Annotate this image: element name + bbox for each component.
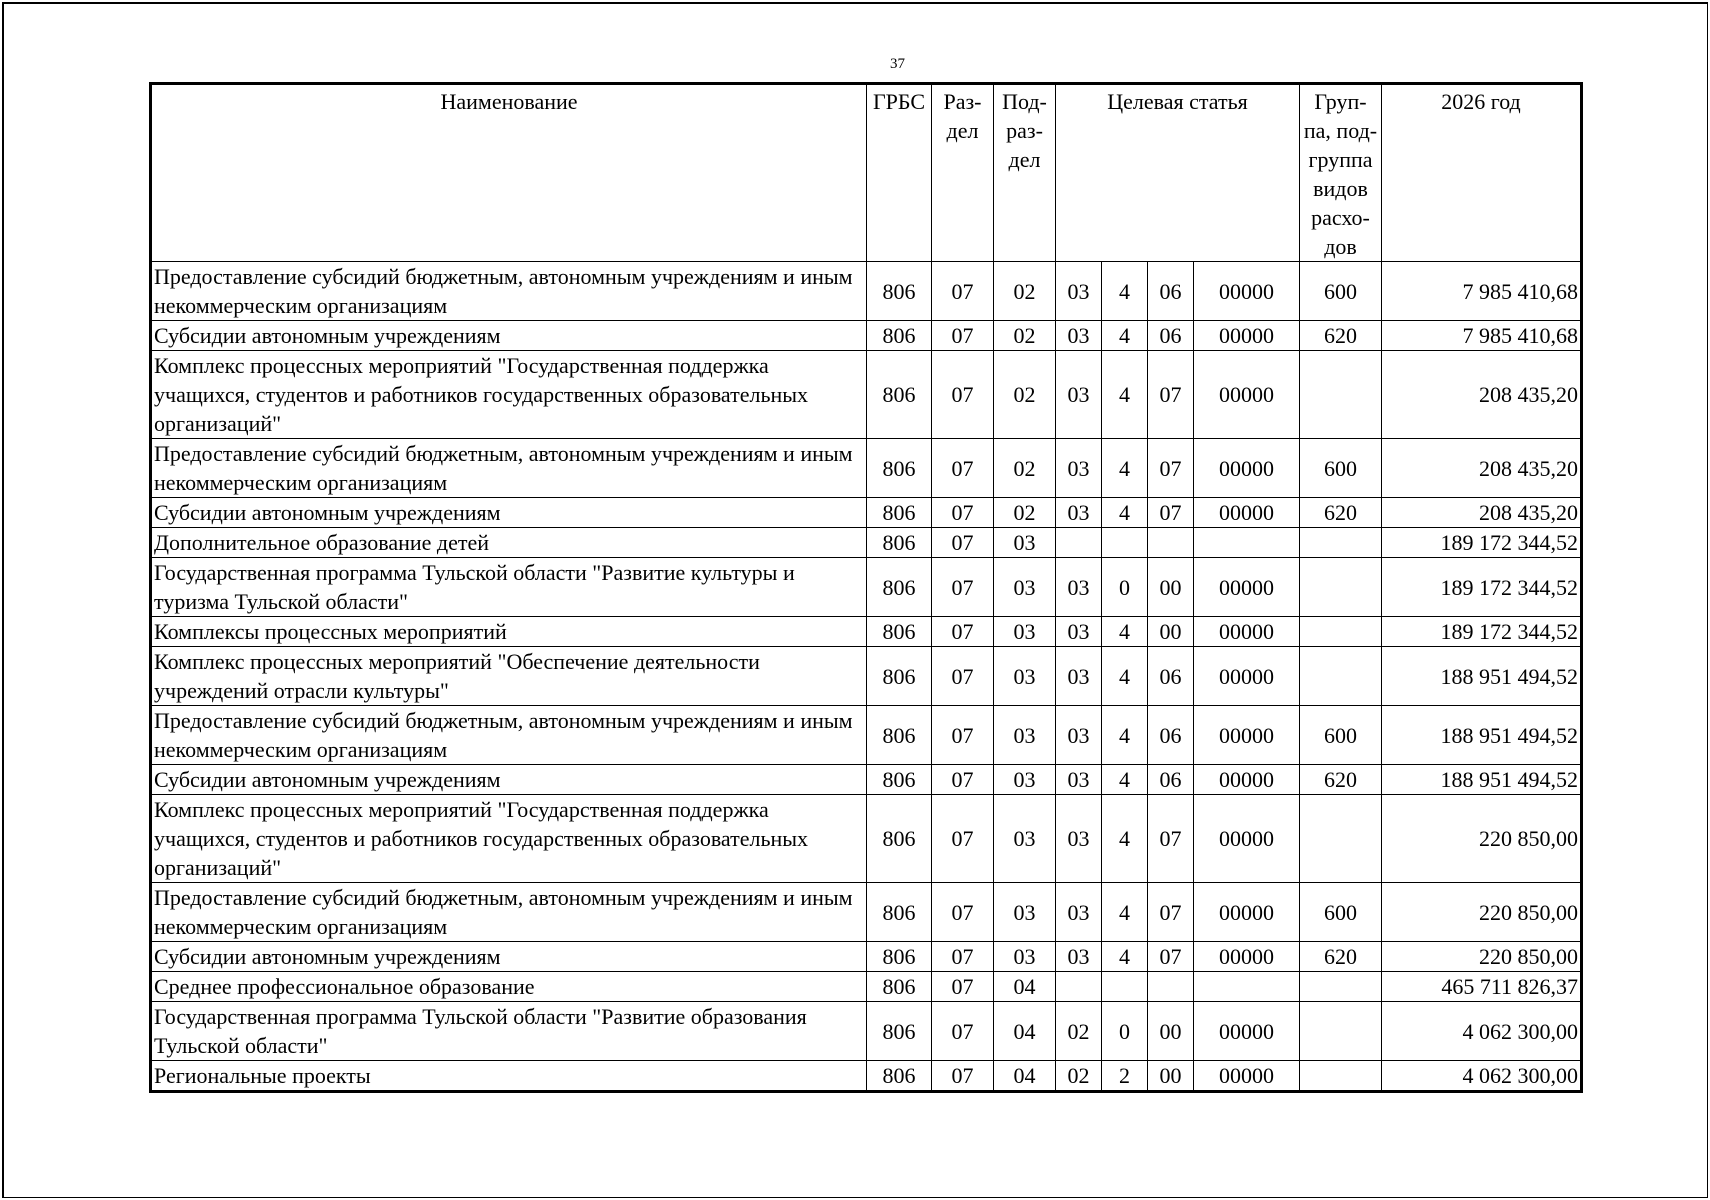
cell-podrazdel: 03	[994, 883, 1056, 942]
cell-amount: 188 951 494,52	[1382, 765, 1582, 795]
cell-expense-group	[1300, 972, 1382, 1002]
cell-expense-group	[1300, 795, 1382, 883]
cell-podrazdel: 03	[994, 706, 1056, 765]
table-row	[151, 558, 1582, 617]
table-row	[151, 617, 1582, 647]
cell-name: Предоставление субсидий бюджетным, автономным учреждениям и иным некоммерческим организациям	[151, 706, 867, 765]
cell-amount: 7 985 410,68	[1382, 262, 1582, 321]
cell-grbs: 806	[867, 706, 932, 765]
cell-grbs: 806	[867, 883, 932, 942]
cell-podrazdel: 03	[994, 528, 1056, 558]
cell-podrazdel: 03	[994, 765, 1056, 795]
cell-name: Дополнительное образование детей	[151, 528, 867, 558]
cell-target-program	[1056, 972, 1102, 1002]
table-row	[151, 942, 1582, 972]
cell-razdel: 07	[932, 262, 994, 321]
table-row	[151, 351, 1582, 439]
cell-amount: 4 062 300,00	[1382, 1002, 1582, 1061]
cell-target-direction: 00000	[1194, 617, 1300, 647]
cell-podrazdel: 02	[994, 321, 1056, 351]
cell-expense-group	[1300, 617, 1382, 647]
cell-target-type: 4	[1102, 321, 1148, 351]
cell-target-type	[1102, 972, 1148, 1002]
cell-name: Государственная программа Тульской области "Развитие культуры и туризма Тульской области"	[151, 558, 867, 617]
cell-razdel: 07	[932, 972, 994, 1002]
cell-target-structure	[1148, 528, 1194, 558]
cell-target-direction: 00000	[1194, 765, 1300, 795]
cell-podrazdel: 04	[994, 972, 1056, 1002]
table-row	[151, 1002, 1582, 1061]
cell-target-type: 4	[1102, 883, 1148, 942]
cell-target-program: 03	[1056, 765, 1102, 795]
header-name: Наименование	[151, 84, 867, 262]
header-podrazdel: Под- раз- дел	[994, 84, 1056, 262]
cell-target-structure: 07	[1148, 351, 1194, 439]
cell-target-structure: 07	[1148, 883, 1194, 942]
cell-amount: 220 850,00	[1382, 883, 1582, 942]
cell-expense-group	[1300, 1061, 1382, 1092]
cell-target-type: 4	[1102, 439, 1148, 498]
table-row	[151, 439, 1582, 498]
cell-grbs: 806	[867, 528, 932, 558]
cell-grbs: 806	[867, 942, 932, 972]
cell-expense-group: 600	[1300, 883, 1382, 942]
cell-target-structure: 07	[1148, 498, 1194, 528]
cell-target-structure: 06	[1148, 765, 1194, 795]
table-row	[151, 321, 1582, 351]
cell-amount: 208 435,20	[1382, 498, 1582, 528]
cell-target-structure: 00	[1148, 558, 1194, 617]
cell-expense-group: 620	[1300, 498, 1382, 528]
cell-target-type: 4	[1102, 498, 1148, 528]
header-razdel: Раз- дел	[932, 84, 994, 262]
cell-podrazdel: 03	[994, 795, 1056, 883]
cell-target-structure: 07	[1148, 942, 1194, 972]
cell-target-direction: 00000	[1194, 498, 1300, 528]
cell-target-program: 03	[1056, 558, 1102, 617]
cell-razdel: 07	[932, 795, 994, 883]
cell-target-program: 03	[1056, 883, 1102, 942]
cell-target-structure: 00	[1148, 617, 1194, 647]
cell-expense-group: 620	[1300, 942, 1382, 972]
cell-amount: 188 951 494,52	[1382, 647, 1582, 706]
cell-razdel: 07	[932, 883, 994, 942]
header-target-article: Целевая статья	[1056, 84, 1300, 262]
cell-grbs: 806	[867, 1002, 932, 1061]
cell-target-type: 4	[1102, 765, 1148, 795]
cell-target-type: 0	[1102, 1002, 1148, 1061]
cell-target-direction: 00000	[1194, 558, 1300, 617]
cell-target-structure: 06	[1148, 321, 1194, 351]
cell-target-program: 03	[1056, 942, 1102, 972]
cell-expense-group	[1300, 558, 1382, 617]
cell-expense-group	[1300, 351, 1382, 439]
cell-target-direction: 00000	[1194, 351, 1300, 439]
cell-expense-group: 620	[1300, 321, 1382, 351]
cell-razdel: 07	[932, 765, 994, 795]
cell-podrazdel: 04	[994, 1002, 1056, 1061]
cell-razdel: 07	[932, 1061, 994, 1092]
cell-grbs: 806	[867, 765, 932, 795]
cell-podrazdel: 02	[994, 498, 1056, 528]
cell-podrazdel: 03	[994, 942, 1056, 972]
cell-razdel: 07	[932, 558, 994, 617]
cell-target-program: 02	[1056, 1061, 1102, 1092]
cell-target-program: 03	[1056, 439, 1102, 498]
cell-amount: 4 062 300,00	[1382, 1061, 1582, 1092]
cell-target-structure: 00	[1148, 1061, 1194, 1092]
cell-target-program: 03	[1056, 321, 1102, 351]
cell-name: Государственная программа Тульской области "Развитие образования Тульской области"	[151, 1002, 867, 1061]
cell-grbs: 806	[867, 321, 932, 351]
cell-target-direction: 00000	[1194, 321, 1300, 351]
cell-expense-group: 620	[1300, 765, 1382, 795]
budget-table	[149, 82, 1583, 1093]
cell-target-direction: 00000	[1194, 706, 1300, 765]
cell-grbs: 806	[867, 351, 932, 439]
cell-target-direction: 00000	[1194, 262, 1300, 321]
cell-target-structure: 06	[1148, 262, 1194, 321]
cell-expense-group	[1300, 528, 1382, 558]
cell-amount: 188 951 494,52	[1382, 706, 1582, 765]
cell-amount: 189 172 344,52	[1382, 528, 1582, 558]
table-row	[151, 765, 1582, 795]
cell-amount: 189 172 344,52	[1382, 617, 1582, 647]
cell-target-direction: 00000	[1194, 1061, 1300, 1092]
cell-name: Субсидии автономным учреждениям	[151, 942, 867, 972]
header-grbs: ГРБС	[867, 84, 932, 262]
cell-name: Предоставление субсидий бюджетным, автономным учреждениям и иным некоммерческим организациям	[151, 262, 867, 321]
table-row	[151, 795, 1582, 883]
cell-amount: 220 850,00	[1382, 942, 1582, 972]
cell-name: Субсидии автономным учреждениям	[151, 321, 867, 351]
cell-amount: 208 435,20	[1382, 439, 1582, 498]
cell-target-structure	[1148, 972, 1194, 1002]
cell-target-structure: 06	[1148, 706, 1194, 765]
cell-razdel: 07	[932, 647, 994, 706]
cell-razdel: 07	[932, 528, 994, 558]
cell-target-direction: 00000	[1194, 795, 1300, 883]
cell-target-type: 4	[1102, 706, 1148, 765]
cell-podrazdel: 02	[994, 439, 1056, 498]
cell-podrazdel: 04	[994, 1061, 1056, 1092]
page-number: 37	[890, 56, 905, 72]
cell-amount: 208 435,20	[1382, 351, 1582, 439]
cell-razdel: 07	[932, 351, 994, 439]
cell-razdel: 07	[932, 498, 994, 528]
cell-target-direction: 00000	[1194, 439, 1300, 498]
cell-expense-group: 600	[1300, 262, 1382, 321]
cell-grbs: 806	[867, 617, 932, 647]
cell-grbs: 806	[867, 1061, 932, 1092]
cell-target-type: 4	[1102, 351, 1148, 439]
cell-name: Комплекс процессных мероприятий "Государственная поддержка учащихся, студентов и работников государственных образовательных организаций"	[151, 795, 867, 883]
cell-name: Среднее профессиональное образование	[151, 972, 867, 1002]
cell-grbs: 806	[867, 972, 932, 1002]
cell-amount: 220 850,00	[1382, 795, 1582, 883]
cell-name: Субсидии автономным учреждениям	[151, 765, 867, 795]
cell-target-type: 2	[1102, 1061, 1148, 1092]
table-header-row	[151, 84, 1582, 262]
cell-target-type: 4	[1102, 617, 1148, 647]
cell-grbs: 806	[867, 558, 932, 617]
cell-target-structure: 07	[1148, 439, 1194, 498]
cell-razdel: 07	[932, 706, 994, 765]
cell-razdel: 07	[932, 942, 994, 972]
cell-target-type: 0	[1102, 558, 1148, 617]
cell-target-type: 4	[1102, 647, 1148, 706]
cell-target-program	[1056, 528, 1102, 558]
cell-name: Комплексы процессных мероприятий	[151, 617, 867, 647]
cell-amount: 7 985 410,68	[1382, 321, 1582, 351]
cell-razdel: 07	[932, 321, 994, 351]
cell-target-direction	[1194, 528, 1300, 558]
cell-podrazdel: 02	[994, 262, 1056, 321]
cell-podrazdel: 03	[994, 558, 1056, 617]
table-row	[151, 883, 1582, 942]
cell-grbs: 806	[867, 439, 932, 498]
cell-podrazdel: 03	[994, 647, 1056, 706]
cell-amount: 465 711 826,37	[1382, 972, 1582, 1002]
cell-target-program: 03	[1056, 706, 1102, 765]
table-row	[151, 972, 1582, 1002]
cell-podrazdel: 02	[994, 351, 1056, 439]
cell-target-program: 03	[1056, 795, 1102, 883]
cell-target-type: 4	[1102, 795, 1148, 883]
cell-target-type	[1102, 528, 1148, 558]
cell-razdel: 07	[932, 1002, 994, 1061]
cell-target-direction: 00000	[1194, 647, 1300, 706]
table-row	[151, 1061, 1582, 1092]
cell-name: Комплекс процессных мероприятий "Государственная поддержка учащихся, студентов и работников государственных образовательных организаций"	[151, 351, 867, 439]
cell-target-program: 03	[1056, 498, 1102, 528]
cell-target-type: 4	[1102, 262, 1148, 321]
cell-target-structure: 00	[1148, 1002, 1194, 1061]
cell-name: Субсидии автономным учреждениям	[151, 498, 867, 528]
table-row	[151, 262, 1582, 321]
cell-target-structure: 07	[1148, 795, 1194, 883]
cell-target-direction: 00000	[1194, 883, 1300, 942]
cell-target-program: 02	[1056, 1002, 1102, 1061]
cell-target-program: 03	[1056, 617, 1102, 647]
table-row	[151, 706, 1582, 765]
table-row	[151, 647, 1582, 706]
cell-target-direction: 00000	[1194, 1002, 1300, 1061]
table-row	[151, 498, 1582, 528]
cell-amount: 189 172 344,52	[1382, 558, 1582, 617]
cell-target-direction: 00000	[1194, 942, 1300, 972]
cell-expense-group	[1300, 647, 1382, 706]
cell-grbs: 806	[867, 647, 932, 706]
cell-podrazdel: 03	[994, 617, 1056, 647]
cell-target-structure: 06	[1148, 647, 1194, 706]
cell-expense-group: 600	[1300, 706, 1382, 765]
cell-grbs: 806	[867, 498, 932, 528]
cell-target-program: 03	[1056, 351, 1102, 439]
cell-razdel: 07	[932, 617, 994, 647]
cell-target-type: 4	[1102, 942, 1148, 972]
cell-target-program: 03	[1056, 262, 1102, 321]
header-expense-group: Груп- па, под- группа видов расхо- дов	[1300, 84, 1382, 262]
cell-name: Региональные проекты	[151, 1061, 867, 1092]
cell-expense-group: 600	[1300, 439, 1382, 498]
table-body	[151, 262, 1582, 1092]
cell-razdel: 07	[932, 439, 994, 498]
cell-grbs: 806	[867, 262, 932, 321]
header-year: 2026 год	[1382, 84, 1582, 262]
cell-expense-group	[1300, 1002, 1382, 1061]
cell-name: Предоставление субсидий бюджетным, автономным учреждениям и иным некоммерческим организациям	[151, 439, 867, 498]
cell-target-program: 03	[1056, 647, 1102, 706]
cell-name: Комплекс процессных мероприятий "Обеспечение деятельности учреждений отрасли культуры"	[151, 647, 867, 706]
cell-grbs: 806	[867, 795, 932, 883]
table-row	[151, 528, 1582, 558]
cell-name: Предоставление субсидий бюджетным, автономным учреждениям и иным некоммерческим организациям	[151, 883, 867, 942]
cell-target-direction	[1194, 972, 1300, 1002]
